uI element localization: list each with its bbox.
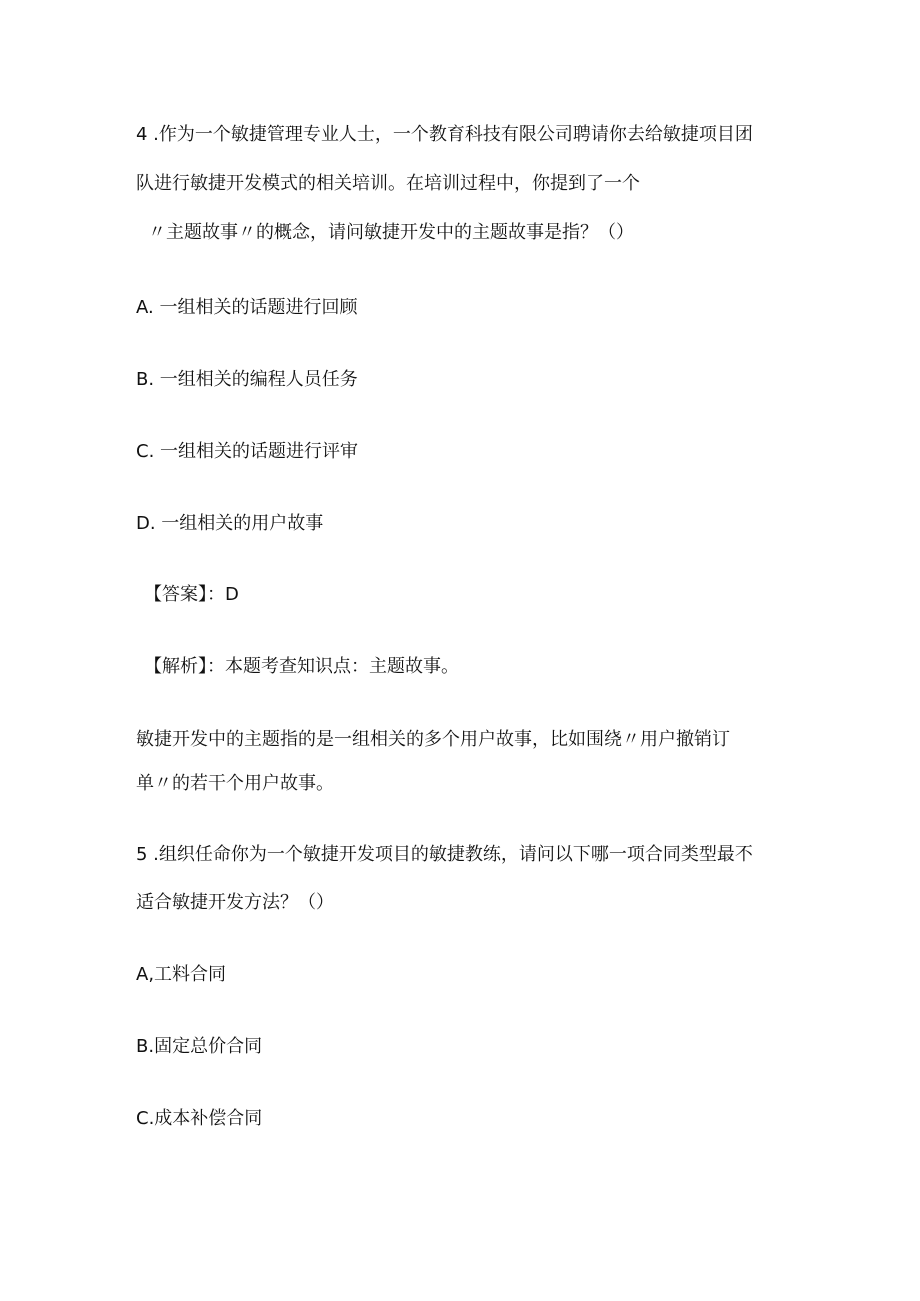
question-4-explanation-line-1: 敏捷开发中的主题指的是一组相关的多个用户故事，比如围绕〃用户撤销订 (136, 729, 730, 750)
question-5-stem-line-2: 适合敏捷开发方法？（） (136, 892, 334, 913)
question-4-stem-line-2: 队进行敏捷开发模式的相关培训。在培训过程中，你提到了一个 (136, 173, 640, 194)
question-5-option-b: B.固定总价合同 (136, 1036, 263, 1057)
question-4-option-a: A. 一组相关的话题进行回顾 (136, 297, 358, 318)
question-4-option-c: C. 一组相关的话题进行评审 (136, 441, 359, 462)
question-4-explanation-line-2: 单〃的若干个用户故事。 (136, 773, 334, 794)
question-5-option-a: A,工料合同 (136, 964, 227, 985)
question-4-stem-line-1: 4 .作为一个敏捷管理专业人士，一个教育科技有限公司聘请你去给敏捷项目团 (136, 124, 753, 145)
question-5-stem-line-1: 5 .组织任命你为一个敏捷开发项目的敏捷教练，请问以下哪一项合同类型最不 (136, 844, 753, 865)
question-5-option-c: C.成本补偿合同 (136, 1108, 263, 1129)
question-4-stem-line-3: 〃主题故事〃的概念，请问敏捷开发中的主题故事是指？（） (148, 222, 634, 243)
question-4-answer: 【答案】：D (144, 584, 239, 605)
question-4-option-b: B. 一组相关的编程人员任务 (136, 369, 358, 390)
question-4-option-d: D. 一组相关的用户故事 (136, 513, 324, 534)
question-4-analysis: 【解析】：本题考查知识点：主题故事。 (144, 656, 459, 677)
